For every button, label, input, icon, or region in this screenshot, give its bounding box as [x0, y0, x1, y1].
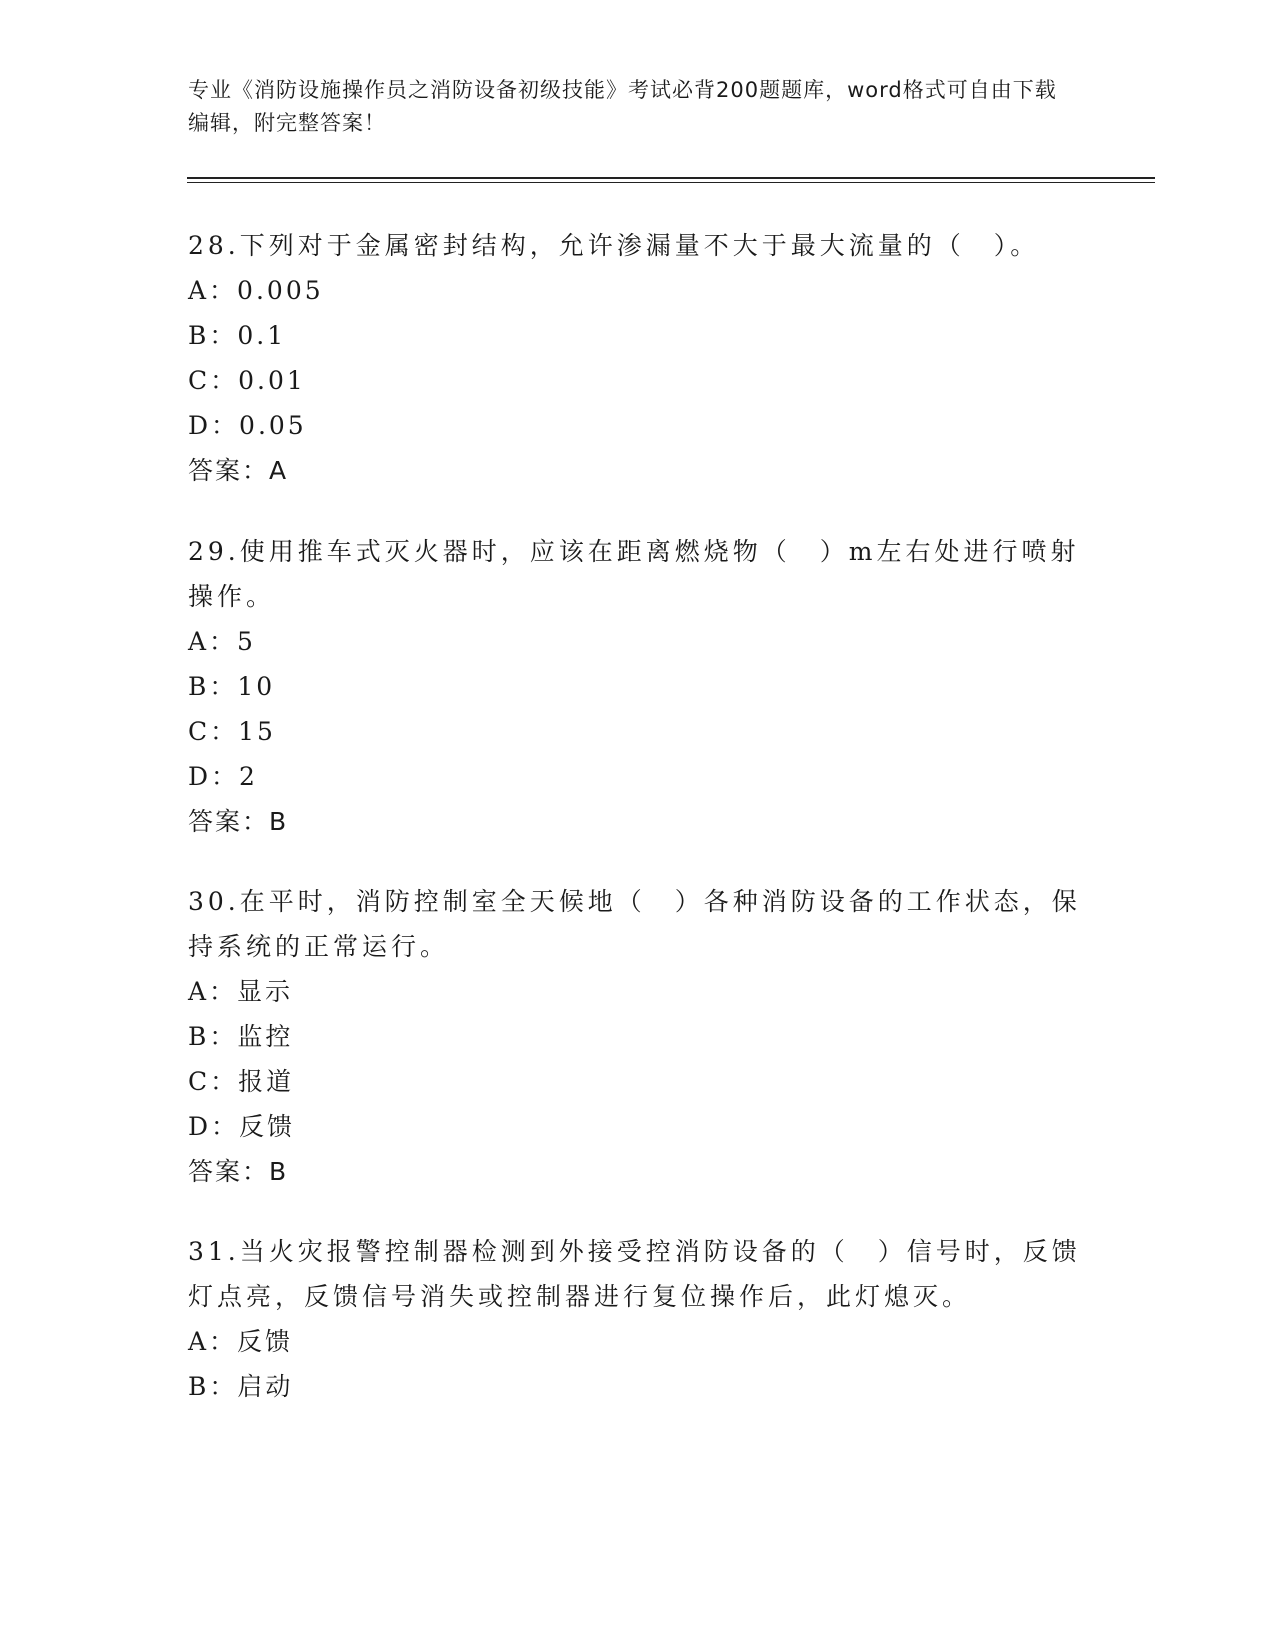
question-31	[188, 1229, 1088, 1409]
answer-line: 答案：A	[188, 456, 289, 485]
option-d: D：0.05	[188, 411, 307, 440]
question-stem: 30.在平时，消防控制室全天候地（ ）各种消防设备的工作状态，保持系统的正常运行。	[188, 887, 1081, 961]
option-d: D：反馈	[188, 1112, 296, 1141]
option-a: A：5	[188, 627, 256, 656]
answer-line: 答案：B	[188, 1157, 289, 1186]
option-c: C：15	[188, 717, 276, 746]
option-a: A：反馈	[188, 1327, 294, 1356]
question-28	[188, 223, 1088, 493]
document-header: 专业《消防设施操作员之消防设备初级技能》考试必背200题题库，word格式可自由下载编辑，附完整答案！	[188, 78, 1057, 135]
option-c: C：0.01	[188, 366, 306, 395]
option-c: C：报道	[188, 1067, 295, 1096]
option-b: B：监控	[188, 1022, 294, 1051]
question-29	[188, 529, 1088, 844]
option-b: B：启动	[188, 1372, 294, 1401]
question-stem: 31.当火灾报警控制器检测到外接受控消防设备的（ ）信号时，反馈灯点亮，反馈信号消失或控制器进行复位操作后，此灯熄灭。	[188, 1237, 1081, 1311]
question-stem: 29.使用推车式灭火器时，应该在距离燃烧物（ ）m左右处进行喷射操作。	[188, 537, 1080, 611]
option-b: B：0.1	[188, 321, 287, 350]
question-30	[188, 879, 1088, 1194]
option-a: A：显示	[188, 977, 294, 1006]
option-d: D：2	[188, 762, 258, 791]
option-b: B：10	[188, 672, 276, 701]
header-divider	[187, 177, 1155, 183]
option-a: A：0.005	[188, 276, 324, 305]
answer-line: 答案：B	[188, 807, 289, 836]
question-stem: 28.下列对于金属密封结构，允许渗漏量不大于最大流量的（ ）。	[188, 231, 1040, 260]
